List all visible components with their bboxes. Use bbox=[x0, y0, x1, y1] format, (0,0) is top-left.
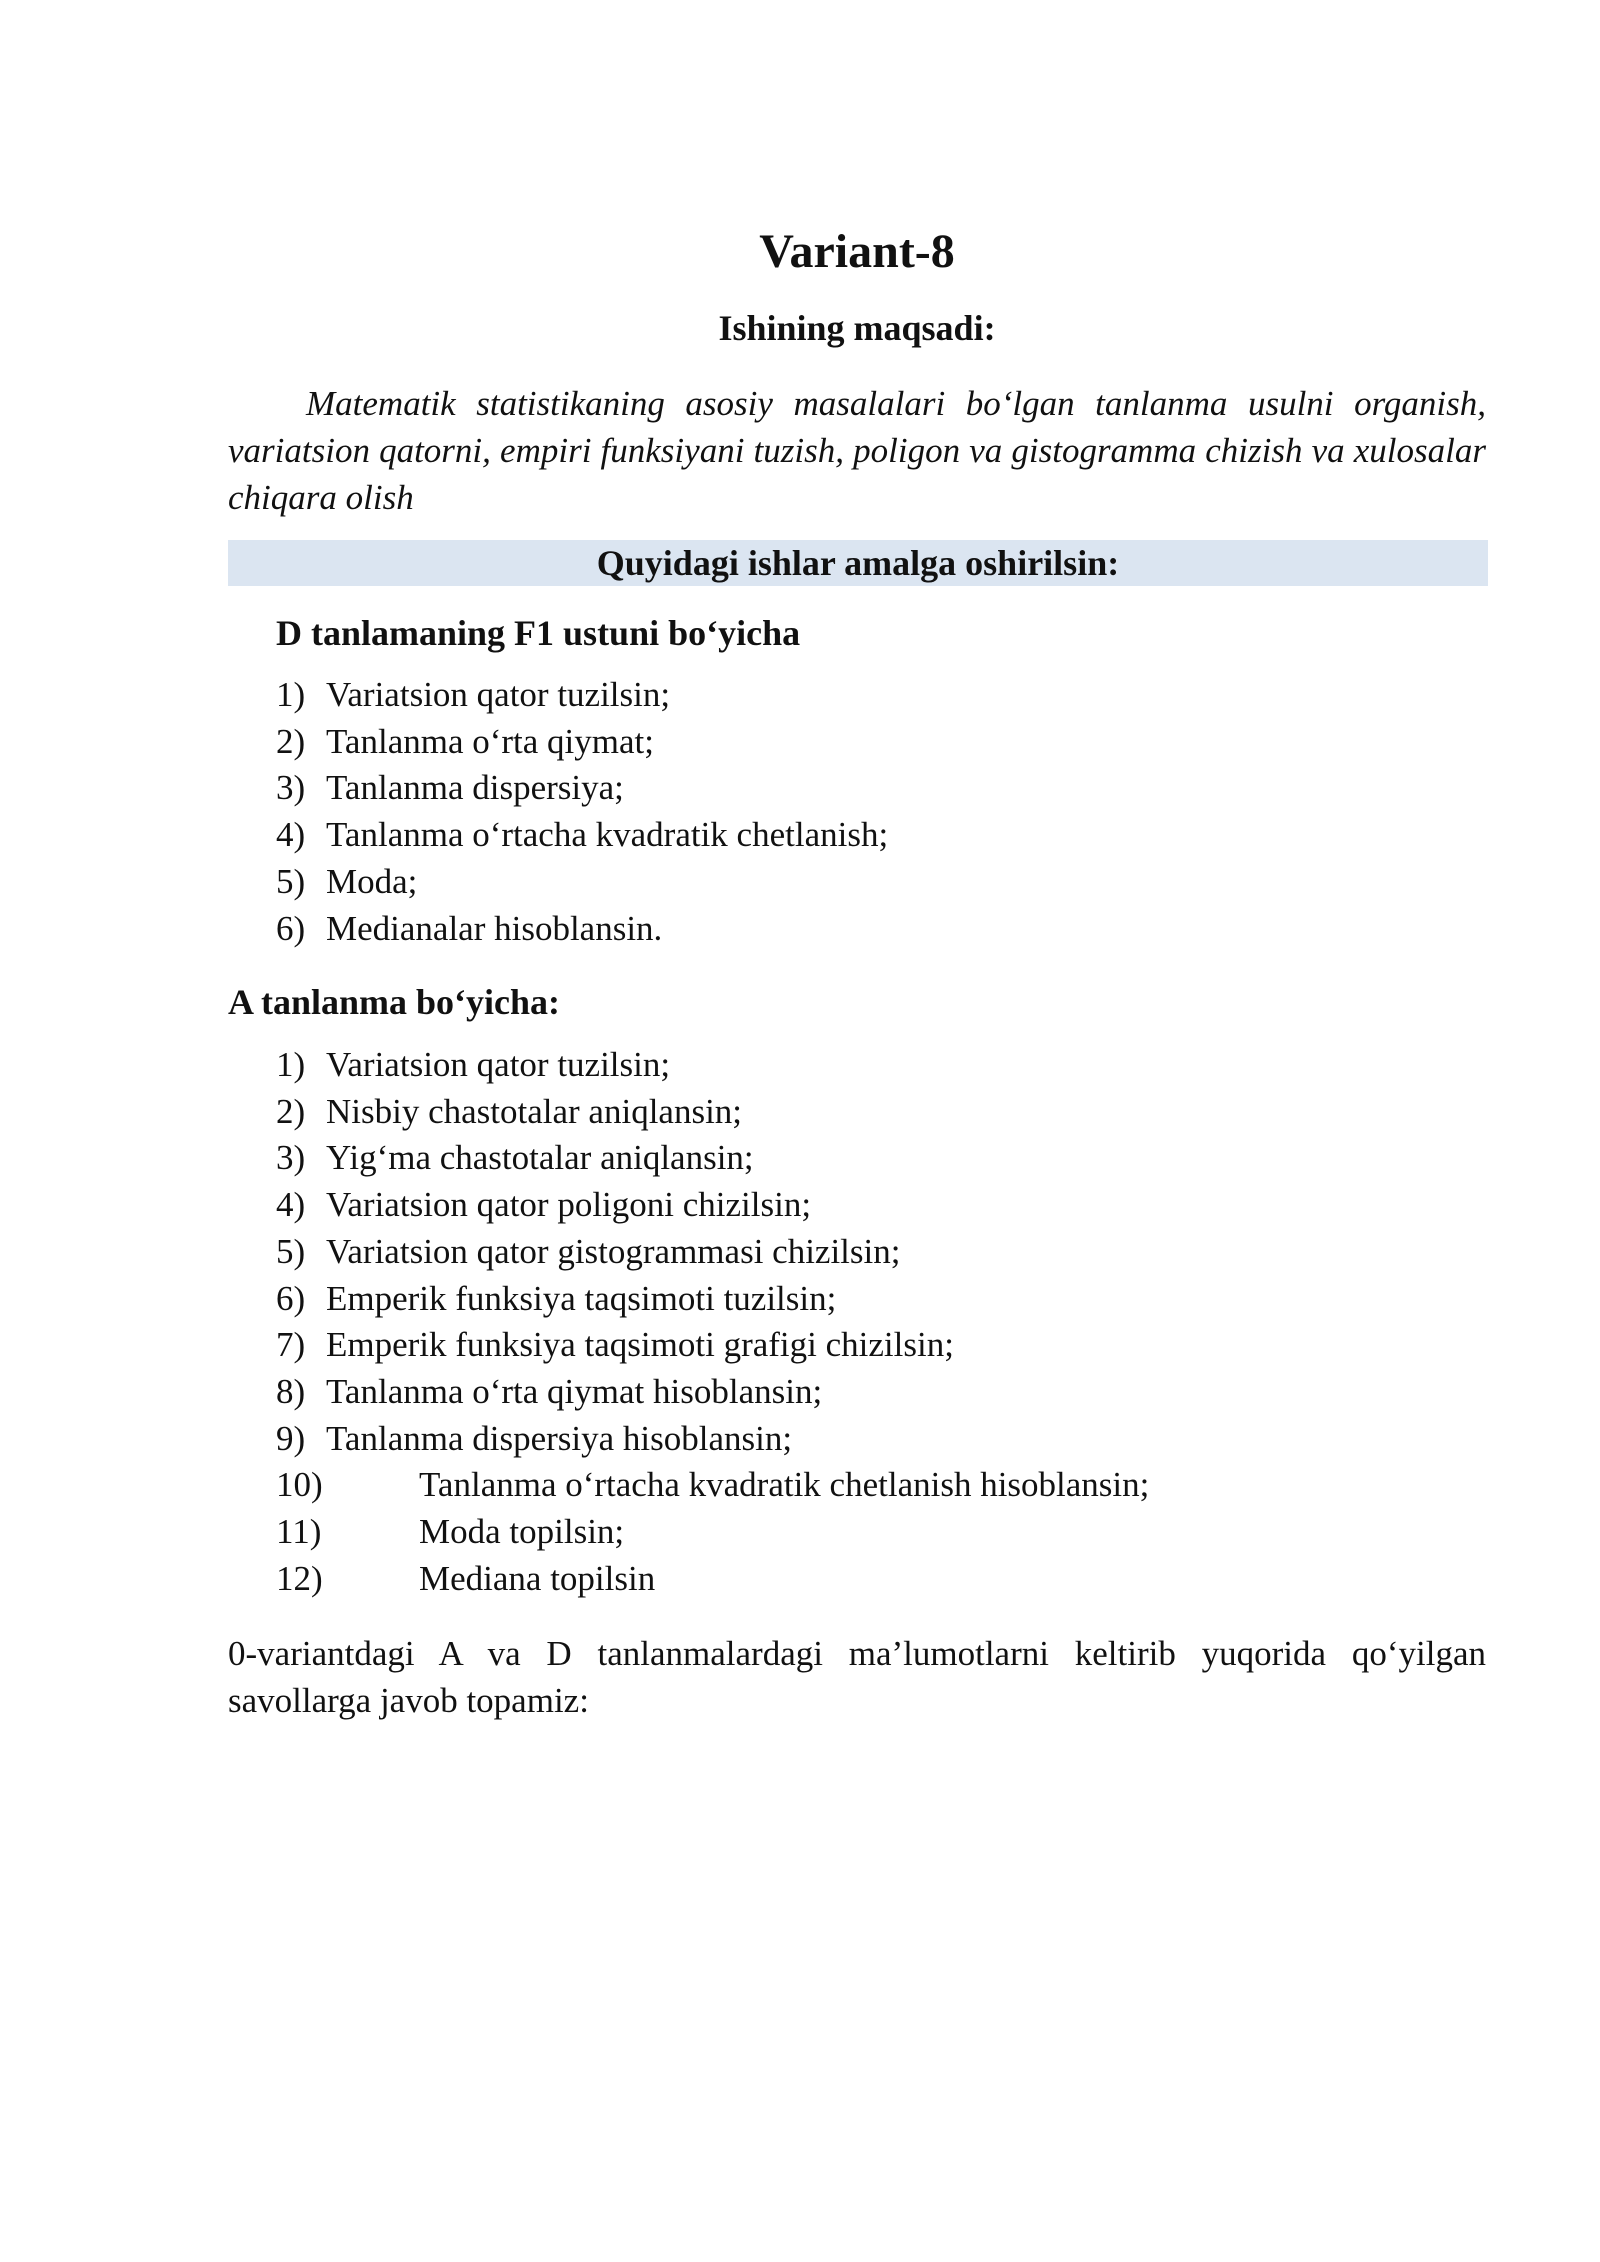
list-item bbox=[276, 719, 888, 766]
list-item bbox=[276, 1369, 1149, 1416]
item-number: 6) bbox=[276, 908, 306, 948]
item-text: Tanlanma o‘rta qiymat; bbox=[326, 721, 654, 761]
item-text: Emperik funksiya taqsimoti tuzilsin; bbox=[326, 1278, 837, 1318]
list-item bbox=[276, 672, 888, 719]
list-item bbox=[276, 1229, 1149, 1276]
item-text: Medianalar hisoblansin. bbox=[326, 908, 663, 948]
list-item bbox=[276, 859, 888, 906]
item-number: 6) bbox=[276, 1278, 306, 1318]
item-text: Tanlanma o‘rtacha kvadratik chetlanish; bbox=[326, 815, 889, 855]
list-item bbox=[276, 1089, 1149, 1136]
item-number: 9) bbox=[276, 1418, 306, 1458]
list-item bbox=[276, 765, 888, 812]
item-number: 1) bbox=[276, 675, 306, 714]
list-item bbox=[276, 1042, 1149, 1089]
closing-paragraph: 0-variantdagi A va D tanlanmalardagi ma’lumotlarni keltirib yuqorida qo‘yilgan savollarga javob topamiz: bbox=[228, 1634, 1486, 1720]
item-number: 3) bbox=[276, 768, 306, 808]
list-item bbox=[276, 1276, 1149, 1323]
item-text: Moda; bbox=[326, 861, 418, 901]
item-number: 10) bbox=[276, 1465, 323, 1505]
item-number: 1) bbox=[276, 1045, 306, 1084]
item-text: Tanlanma dispersiya; bbox=[326, 768, 624, 808]
item-number: 4) bbox=[276, 815, 306, 855]
list-item bbox=[276, 906, 888, 953]
section-d-list bbox=[276, 672, 888, 952]
item-text: Variatsion qator gistogrammasi chizilsin; bbox=[326, 1231, 901, 1271]
tasks-banner: Quyidagi ishlar amalga oshirilsin: bbox=[228, 540, 1488, 586]
item-text: Mediana topilsin bbox=[419, 1558, 656, 1598]
item-number: 2) bbox=[276, 1091, 306, 1131]
item-number: 12) bbox=[276, 1558, 323, 1598]
item-number: 2) bbox=[276, 721, 306, 761]
item-text: Tanlanma o‘rta qiymat hisoblansin; bbox=[326, 1371, 823, 1411]
item-number: 5) bbox=[276, 1231, 306, 1271]
goal-paragraph: Matematik statistikaning asosiy masalalari bo‘lgan tanlanma usulni organish, variatsion qatorni, empiri funksiyani tuzish, poligon va gistogramma chizish va xulosalar chiqara olish bbox=[228, 384, 1486, 517]
item-text: Variatsion qator tuzilsin; bbox=[326, 675, 671, 714]
goal-heading: Ishining maqsadi: bbox=[718, 308, 996, 348]
item-number: 3) bbox=[276, 1138, 306, 1178]
list-item bbox=[276, 1322, 1149, 1369]
item-text: Tanlanma dispersiya hisoblansin; bbox=[326, 1418, 793, 1458]
section-a-heading: A tanlanma bo‘yicha: bbox=[228, 982, 561, 1022]
item-text: Emperik funksiya taqsimoti grafigi chizilsin; bbox=[326, 1325, 954, 1365]
section-a-list bbox=[276, 1042, 1149, 1602]
item-number: 7) bbox=[276, 1325, 306, 1365]
item-number: 5) bbox=[276, 861, 306, 901]
list-item bbox=[276, 1416, 1149, 1463]
item-number: 8) bbox=[276, 1371, 306, 1411]
section-d-heading: D tanlamaning F1 ustuni bo‘yicha bbox=[276, 613, 801, 653]
item-text: Yig‘ma chastotalar aniqlansin; bbox=[326, 1138, 754, 1178]
list-item bbox=[276, 812, 888, 859]
item-text: Variatsion qator tuzilsin; bbox=[326, 1045, 671, 1084]
list-item bbox=[276, 1556, 1149, 1603]
list-item bbox=[276, 1509, 1149, 1556]
item-number: 11) bbox=[276, 1512, 322, 1552]
page-title: Variant-8 bbox=[759, 225, 955, 278]
item-text: Moda topilsin; bbox=[419, 1512, 625, 1552]
list-item bbox=[276, 1182, 1149, 1229]
item-text: Variatsion qator poligoni chizilsin; bbox=[326, 1185, 812, 1225]
list-item bbox=[276, 1135, 1149, 1182]
item-number: 4) bbox=[276, 1185, 306, 1225]
list-item bbox=[276, 1462, 1149, 1509]
item-text: Tanlanma o‘rtacha kvadratik chetlanish hisoblansin; bbox=[419, 1465, 1150, 1505]
item-text: Nisbiy chastotalar aniqlansin; bbox=[326, 1091, 743, 1131]
